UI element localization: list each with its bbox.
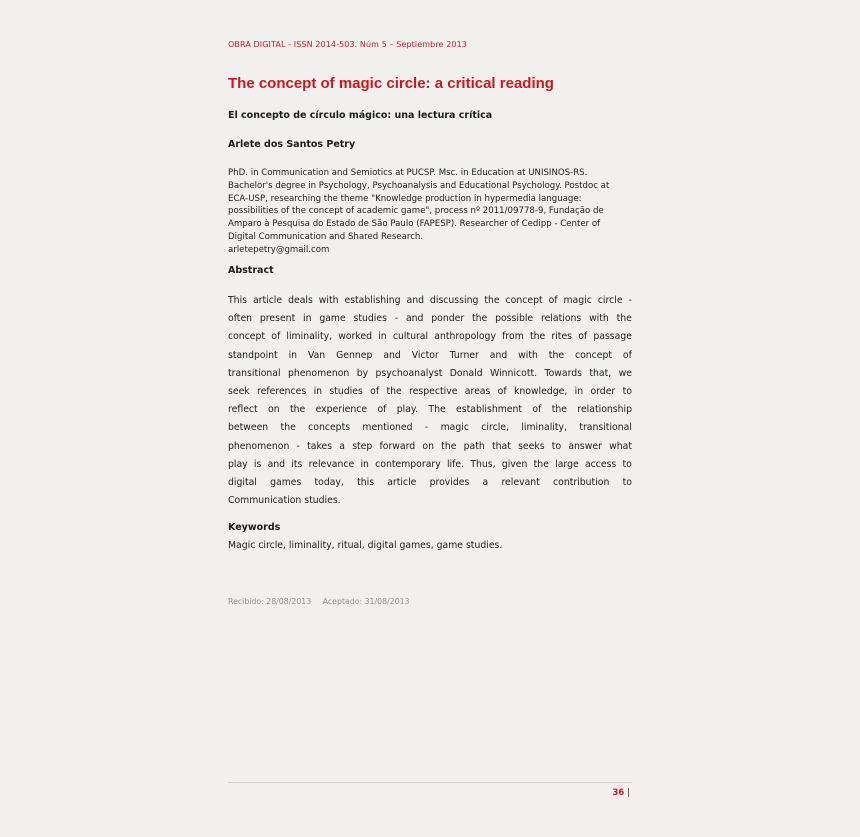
keywords-heading: Keywords	[228, 522, 281, 533]
abstract-line: This article deals with establishing and discussing the concept of magic circle -	[228, 295, 632, 306]
accepted-date: Aceptado: 31/08/2013	[322, 597, 410, 606]
page-number-value: 36	[612, 787, 625, 797]
abstract-line: play is and its relevance in contemporary life. Thus, given the large access to	[228, 458, 632, 470]
page-number-separator: |	[627, 787, 630, 797]
abstract-line: standpoint in Van Gennep and Victor Turner and with the concept of	[228, 349, 632, 361]
author-name: Arlete dos Santos Petry	[228, 139, 356, 150]
abstract-line: transitional phenomenon by psychoanalyst Donald Winnicott. Towards that, we	[228, 367, 632, 379]
bio-line: Digital Communication and Shared Research.	[228, 231, 424, 242]
bio-line: possibilities of the concept of academic game", process nº 2011/09778-9, Fundação de	[228, 206, 604, 217]
running-header: OBRA DIGITAL - ISSN 2014-503. Núm 5 – Septiembre 2013	[228, 40, 467, 49]
abstract-line: reflect on the experience of play. The establishment of the relationship	[228, 404, 632, 416]
article-title: The concept of magic circle: a critical reading	[228, 75, 554, 92]
received-date: Recibido: 28/08/2013	[228, 597, 312, 606]
author-email[interactable]: arletepetry@gmail.com	[228, 244, 330, 255]
bio-line: ECA-USP, researching the theme "Knowledge production in hypermedia language:	[228, 193, 582, 204]
bio-line: Amparo à Pesquisa do Estado de São Paulo (FAPESP). Researcher of Cedipp - Center of	[228, 219, 601, 230]
abstract-line: digital games today, this article provides a relevant contribution to	[228, 476, 632, 488]
abstract-line: concept of liminality, worked in cultural anthropology from the rites of passage	[228, 331, 632, 343]
abstract-line: phenomenon - takes a step forward on the path that seeks to answer what	[228, 440, 632, 452]
article-page	[228, 0, 632, 837]
abstract-line: seek references in studies of the respective areas of knowledge, in order to	[228, 385, 632, 397]
keywords-text: Magic circle, liminality, ritual, digital games, game studies.	[228, 540, 503, 551]
footer-divider	[228, 782, 632, 783]
submission-dates	[228, 597, 410, 606]
abstract-line: between the concepts mentioned - magic circle, liminality, transitional	[228, 422, 632, 434]
abstract-body	[228, 292, 632, 510]
bio-line: Bachelor's degree in Psychology, Psychoanalysis and Educational Psychology. Postdoc at	[228, 180, 610, 191]
abstract-heading: Abstract	[228, 265, 274, 276]
abstract-line: often present in game studies - and ponder the possible relations with the	[228, 313, 632, 325]
page-number	[613, 787, 630, 797]
bio-line: PhD. in Communication and Semiotics at PUCSP. Msc. in Education at UNISINOS-RS.	[228, 168, 588, 178]
abstract-line: Communication studies.	[228, 495, 341, 507]
article-subtitle: El concepto de círculo mágico: una lectura crítica	[228, 110, 493, 121]
author-bio	[228, 167, 632, 257]
